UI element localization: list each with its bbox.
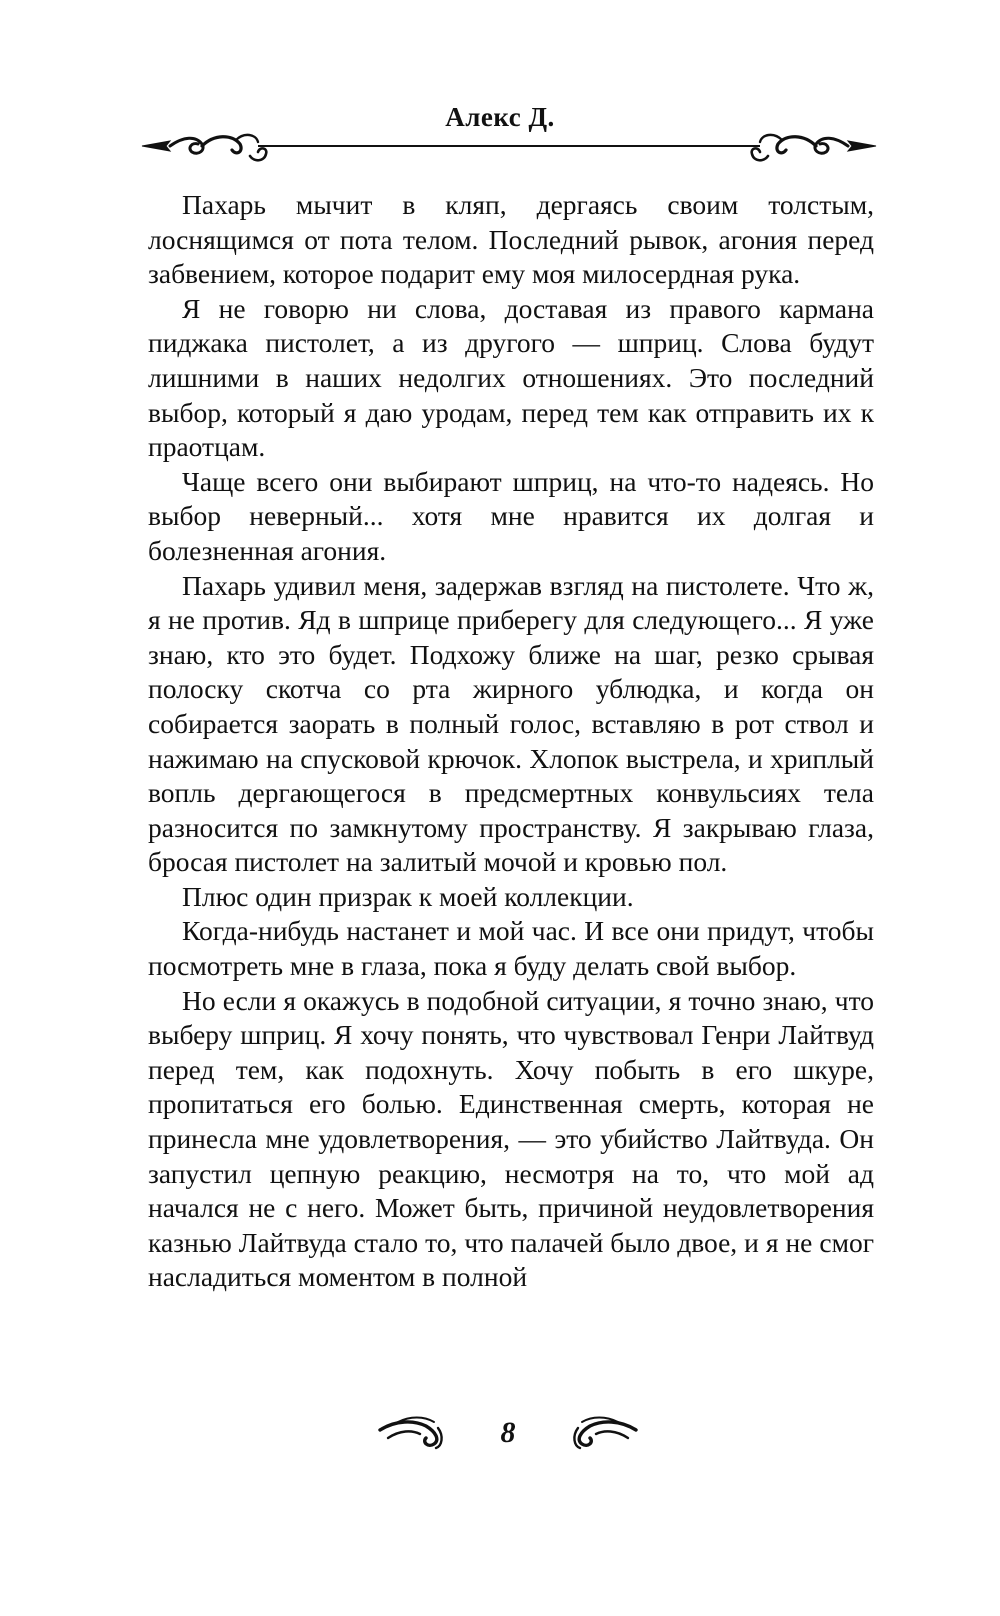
paragraph: Пахарь мычит в кляп, дергаясь своим толстым, лоснящимся от пота телом. Последний рывок, агония перед забвением, которое подарит ему моя милосердная рука. xyxy=(148,189,874,290)
paragraph: Но если я окажусь в подобной ситуации, я точно знаю, что выберу шприц. Я хочу понять, что чувствовал Генри Лайтвуд перед тем, как подохнуть. Хочу побыть в его шкуре, пропитаться его болью. Единственная смерть, которая не принесла мне удовлетворения, — это убийство Лайтвуда. Он запустил цепную реакцию, несмотря на то, что мой ад начался не с него. Может быть, причиной неудовлетворения казнью Лайтвуда стало то, что палачей было двое, и я не смог насладиться моментом в полной xyxy=(148,984,874,1293)
paragraph: Я не говорю ни слова, доставая из правого кармана пиджака пистолет, а из другого — шприц. Слова будут лишними в наших недолгих отношениях. Это последний выбор, который я даю уродам, перед тем как отправить их к праотцам. xyxy=(148,292,874,463)
paragraph: Пахарь удивил меня, задержав взгляд на пистолете. Что ж, я не против. Яд в шприце приберегу для следующего... Я уже знаю, кто это будет. Подхожу ближе на шаг, резко срывая полоску скотча со рта жирного ублюдка, и когда он собирается заорать в полный голос, вставляю в рот ствол и нажимаю на спусковой крючок. Хлопок выстрела, и хриплый вопль дергающегося в предсмертных конвульсиях тела разносится по замкнутому пространству. Я закрываю глаза, бросая пистолет на залитый мочой и кровью пол. xyxy=(148,569,874,878)
paragraph: Плюс один призрак к моей коллекции. xyxy=(182,880,634,912)
body-text xyxy=(148,188,874,1295)
flourish-left-icon xyxy=(142,135,266,160)
paragraph: Когда-нибудь настанет и мой час. И все они придут, чтобы посмотреть мне в глаза, пока я буду делать свой выбор. xyxy=(148,915,874,982)
header-ornament-rule xyxy=(140,128,878,168)
page-footer xyxy=(378,1408,638,1458)
running-head-author: Алекс Д. xyxy=(445,102,555,132)
flourish-right-icon xyxy=(752,135,876,160)
paragraph: Чаще всего они выбирают шприц, на что-то надеясь. Но выбор неверный... хотя мне нравится их долгая и болезненная агония. xyxy=(148,465,874,566)
page-number: 8 xyxy=(500,1416,516,1449)
